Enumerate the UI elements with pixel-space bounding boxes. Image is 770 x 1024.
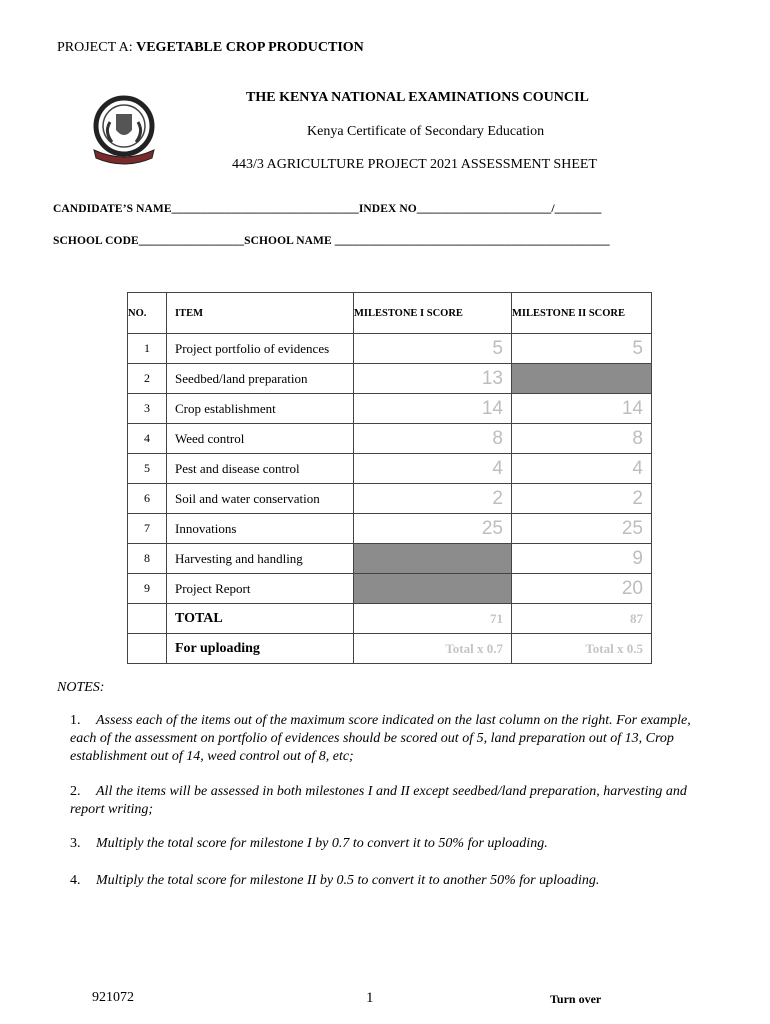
empty-cell	[128, 604, 167, 634]
milestone-2-score[interactable]: 8	[512, 424, 652, 454]
table-row	[128, 364, 652, 394]
upload-m2[interactable]: Total x 0.5	[512, 634, 652, 664]
milestone-2-score[interactable]: 20	[512, 574, 652, 604]
project-title	[57, 40, 364, 56]
milestone-1-score[interactable]: 5	[354, 334, 512, 364]
milestone-1-score[interactable]: -	[354, 574, 512, 604]
row-number: 2	[128, 364, 167, 394]
school-code-name-line[interactable]: SCHOOL CODE__________________SCHOOL NAME _______________________________________________	[53, 235, 610, 247]
row-item: Innovations	[167, 514, 354, 544]
row-number: 8	[128, 544, 167, 574]
candidate-name-index-line[interactable]: CANDIDATE’S NAME________________________________INDEX NO_______________________/________	[53, 203, 602, 215]
table-row	[128, 514, 652, 544]
council-name: THE KENYA NATIONAL EXAMINATIONS COUNCIL	[246, 90, 589, 105]
row-item: Weed control	[167, 424, 354, 454]
note-number: 4.	[70, 873, 81, 888]
page-number: 1	[366, 990, 374, 1006]
header-milestone-1: MILESTONE I SCORE	[354, 293, 512, 334]
milestone-1-score[interactable]: 2	[354, 484, 512, 514]
note-item	[70, 783, 720, 819]
row-item: Project Report	[167, 574, 354, 604]
header-no: NO.	[128, 293, 167, 334]
header-milestone-2: MILESTONE II SCORE	[512, 293, 652, 334]
table-row	[128, 574, 652, 604]
upload-label: For uploading	[167, 634, 354, 664]
milestone-2-score[interactable]: 9	[512, 544, 652, 574]
row-item: Pest and disease control	[167, 454, 354, 484]
note-item	[70, 872, 720, 890]
assessment-table	[127, 292, 652, 664]
upload-row	[128, 634, 652, 664]
table-row	[128, 454, 652, 484]
sheet-title: 443/3 AGRICULTURE PROJECT 2021 ASSESSMENT SHEET	[232, 157, 597, 172]
table-header-row	[128, 293, 652, 334]
note-text: Assess each of the items out of the maximum score indicated on the last column on the right. For example, each of the assessment on portfolio of evidences should be scored out of 5, land preparation out of 13, Crop establishment out of 14, weed control out of 8, etc;	[70, 713, 691, 764]
table-row	[128, 424, 652, 454]
note-number: 2.	[70, 784, 81, 799]
note-number: 3.	[70, 836, 81, 851]
row-number: 7	[128, 514, 167, 544]
row-number: 4	[128, 424, 167, 454]
row-number: 1	[128, 334, 167, 364]
notes-heading: NOTES:	[57, 680, 105, 695]
milestone-2-score[interactable]: 4	[512, 454, 652, 484]
note-text: All the items will be assessed in both milestones I and II except seedbed/land preparation, harvesting and report writing;	[70, 784, 687, 817]
table-row	[128, 394, 652, 424]
table-row	[128, 334, 652, 364]
knec-coat-of-arms-icon	[86, 92, 162, 170]
empty-cell	[128, 634, 167, 664]
table-row	[128, 484, 652, 514]
milestone-1-score[interactable]: 14	[354, 394, 512, 424]
note-item	[70, 835, 720, 853]
note-number: 1.	[70, 713, 81, 728]
milestone-1-score[interactable]: -	[354, 544, 512, 574]
note-text: Multiply the total score for milestone I by 0.7 to convert it to 50% for uploading.	[96, 836, 548, 851]
total-row	[128, 604, 652, 634]
note-item	[70, 712, 720, 766]
milestone-2-score[interactable]: 2	[512, 484, 652, 514]
row-number: 5	[128, 454, 167, 484]
milestone-1-score[interactable]: 25	[354, 514, 512, 544]
row-number: 3	[128, 394, 167, 424]
milestone-2-score[interactable]: -	[512, 364, 652, 394]
milestone-1-score[interactable]: 4	[354, 454, 512, 484]
total-m1[interactable]: 71	[354, 604, 512, 634]
upload-m1[interactable]: Total x 0.7	[354, 634, 512, 664]
milestone-1-score[interactable]: 8	[354, 424, 512, 454]
row-item: Harvesting and handling	[167, 544, 354, 574]
paper-code: 921072	[92, 990, 134, 1005]
milestone-1-score[interactable]: 13	[354, 364, 512, 394]
row-item: Project portfolio of evidences	[167, 334, 354, 364]
milestone-2-score[interactable]: 14	[512, 394, 652, 424]
total-label: TOTAL	[167, 604, 354, 634]
note-text: Multiply the total score for milestone II by 0.5 to convert it to another 50% for uploading.	[96, 873, 600, 888]
project-name: VEGETABLE CROP PRODUCTION	[136, 40, 364, 55]
row-item: Seedbed/land preparation	[167, 364, 354, 394]
milestone-2-score[interactable]: 25	[512, 514, 652, 544]
table-row	[128, 544, 652, 574]
total-m2[interactable]: 87	[512, 604, 652, 634]
row-item: Crop establishment	[167, 394, 354, 424]
certificate-title: Kenya Certificate of Secondary Education	[307, 124, 545, 139]
project-prefix: PROJECT A:	[57, 40, 137, 55]
header-item: ITEM	[167, 293, 354, 334]
row-number: 9	[128, 574, 167, 604]
row-number: 6	[128, 484, 167, 514]
row-item: Soil and water conservation	[167, 484, 354, 514]
milestone-2-score[interactable]: 5	[512, 334, 652, 364]
turn-over-label: Turn over	[550, 992, 602, 1006]
